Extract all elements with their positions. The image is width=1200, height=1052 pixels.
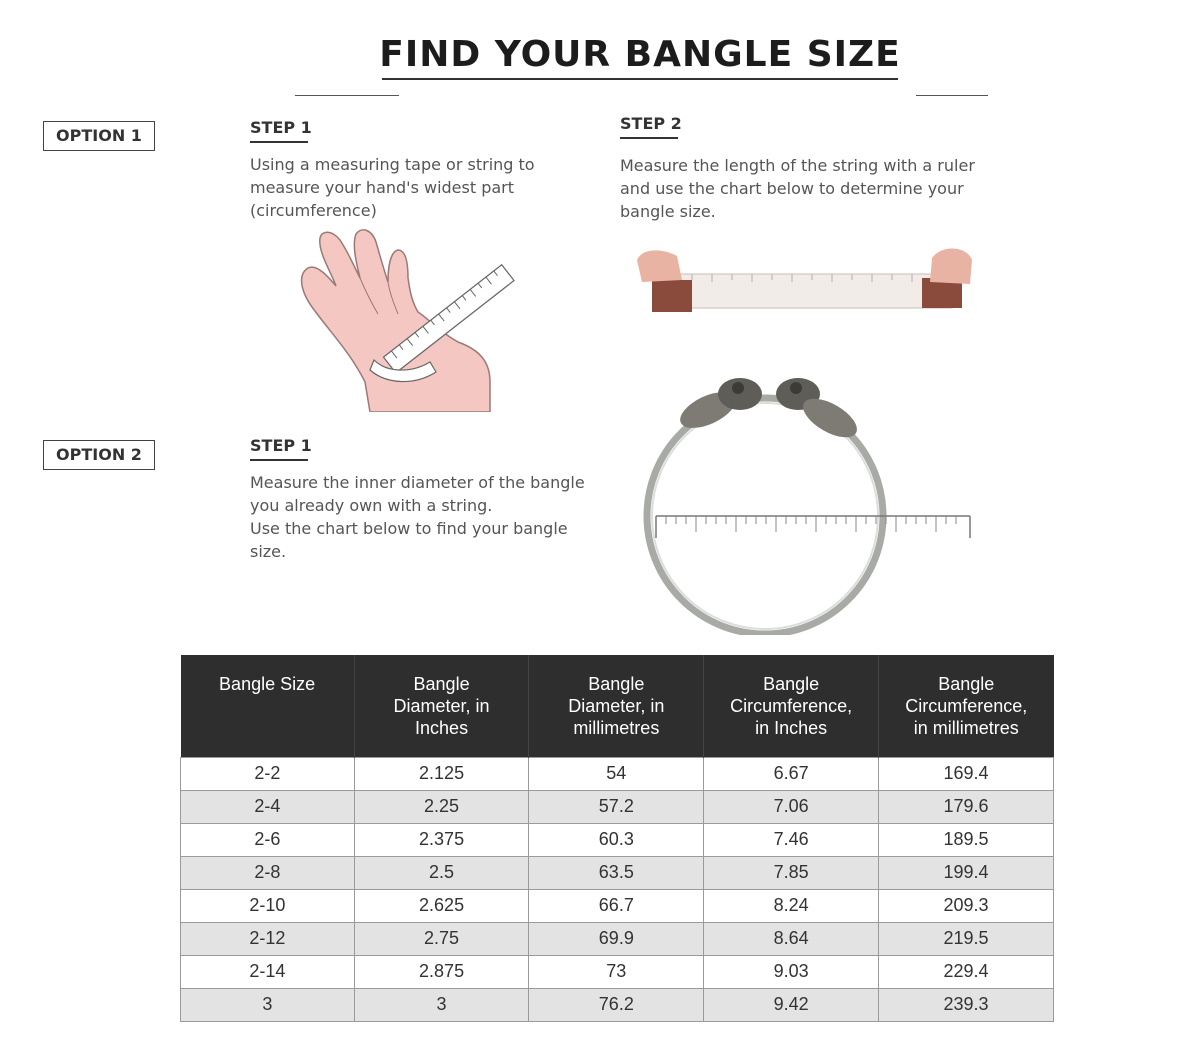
- table-cell: 239.3: [879, 988, 1054, 1021]
- table-cell: 3: [354, 988, 529, 1021]
- bangle-size-table: [180, 655, 1054, 1022]
- table-cell: 69.9: [529, 922, 704, 955]
- table-cell: 66.7: [529, 889, 704, 922]
- table-cell: 8.24: [704, 889, 879, 922]
- table-header-line: Bangle Size: [219, 674, 316, 694]
- table-header-line: in millimetres: [913, 718, 1019, 738]
- divider-left: [295, 95, 399, 96]
- table-header-cell: [879, 655, 1054, 757]
- table-row: [181, 823, 1054, 856]
- option2-step1-label: STEP 1: [250, 436, 312, 455]
- ruler-photo: [632, 240, 977, 315]
- table-row: [181, 922, 1054, 955]
- table-header-line: Circumference,: [905, 696, 1028, 716]
- table-cell: 9.42: [704, 988, 879, 1021]
- table-cell: 7.85: [704, 856, 879, 889]
- table-header-line: Diameter, in: [393, 696, 490, 716]
- table-cell: 76.2: [529, 988, 704, 1021]
- table-cell: 2-10: [181, 889, 355, 922]
- table-header-cell: [354, 655, 529, 757]
- bangle-illustration: [638, 370, 978, 635]
- table-cell: 6.67: [704, 757, 879, 790]
- title-underline: [382, 78, 898, 80]
- table-cell: 229.4: [879, 955, 1054, 988]
- table-cell: 2-8: [181, 856, 355, 889]
- table-header-line: Bangle: [413, 674, 470, 694]
- table-cell: 60.3: [529, 823, 704, 856]
- table-cell: 2.125: [354, 757, 529, 790]
- table-cell: 199.4: [879, 856, 1054, 889]
- option2-step1-underline: [250, 459, 308, 461]
- table-cell: 219.5: [879, 922, 1054, 955]
- table-cell: 63.5: [529, 856, 704, 889]
- table-cell: 2-2: [181, 757, 355, 790]
- table-body: [181, 757, 1054, 1021]
- option1-label: OPTION 1: [43, 121, 155, 151]
- option2-label: OPTION 2: [43, 440, 155, 470]
- table-cell: 2-4: [181, 790, 355, 823]
- table-cell: 2.75: [354, 922, 529, 955]
- table-cell: 73: [529, 955, 704, 988]
- table-header-line: millimetres: [573, 718, 660, 738]
- table-cell: 8.64: [704, 922, 879, 955]
- table-header-line: Inches: [415, 718, 469, 738]
- table-cell: 2-14: [181, 955, 355, 988]
- table-cell: 2.875: [354, 955, 529, 988]
- table-row: [181, 856, 1054, 889]
- table-cell: 2.25: [354, 790, 529, 823]
- table-header-line: Bangle: [763, 674, 820, 694]
- option1-step2-text: Measure the length of the string with a ruler and use the chart below to determine your bangle size.: [620, 156, 975, 221]
- option1-step2-label: STEP 2: [620, 114, 682, 133]
- divider-right: [916, 95, 988, 96]
- table-row: [181, 988, 1054, 1021]
- table-cell: 209.3: [879, 889, 1054, 922]
- table-cell: 179.6: [879, 790, 1054, 823]
- table-row: [181, 757, 1054, 790]
- table-header-line: in Inches: [755, 718, 828, 738]
- bangle-heads: [675, 378, 863, 445]
- table-cell: 189.5: [879, 823, 1054, 856]
- table-header-line: Diameter, in: [568, 696, 665, 716]
- option1-step1-text: Using a measuring tape or string to measure your hand's widest part (circumference): [250, 155, 535, 220]
- option1-step1-label: STEP 1: [250, 118, 312, 137]
- table-cell: 2-6: [181, 823, 355, 856]
- table-header-row: [181, 655, 1054, 757]
- table-cell: 169.4: [879, 757, 1054, 790]
- table-cell: 2.375: [354, 823, 529, 856]
- table-cell: 2-12: [181, 922, 355, 955]
- table-header-line: Bangle: [588, 674, 645, 694]
- option1-step2-underline: [620, 137, 678, 139]
- option2-step1-text: Measure the inner diameter of the bangle you already own with a string. Use the chart below to find your bangle size.: [250, 473, 585, 561]
- table-cell: 7.06: [704, 790, 879, 823]
- table-header-line: Bangle: [938, 674, 995, 694]
- table-cell: 54: [529, 757, 704, 790]
- table-header-cell: [529, 655, 704, 757]
- table-header-cell: [181, 655, 355, 757]
- table-header-cell: [704, 655, 879, 757]
- table-cell: 9.03: [704, 955, 879, 988]
- table-cell: 2.625: [354, 889, 529, 922]
- table-cell: 57.2: [529, 790, 704, 823]
- table-row: [181, 955, 1054, 988]
- table-cell: 3: [181, 988, 355, 1021]
- table-cell: 2.5: [354, 856, 529, 889]
- page-title: FIND YOUR BANGLE SIZE: [379, 34, 901, 75]
- table-header-line: Circumference,: [730, 696, 853, 716]
- table-row: [181, 889, 1054, 922]
- hand-measuring-illustration: [290, 222, 520, 412]
- table-row: [181, 790, 1054, 823]
- option1-step1-underline: [250, 141, 308, 143]
- table-cell: 7.46: [704, 823, 879, 856]
- bangle-ruler: [656, 516, 970, 538]
